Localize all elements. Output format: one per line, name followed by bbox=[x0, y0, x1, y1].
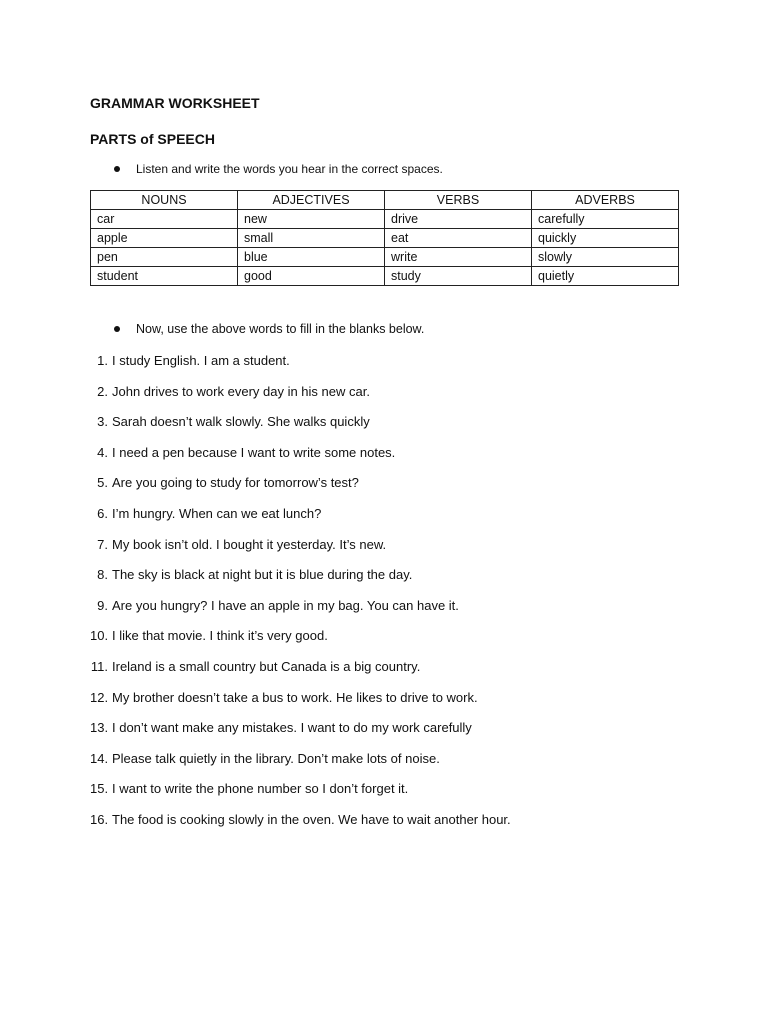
table-cell: eat bbox=[385, 229, 532, 248]
list-item bbox=[90, 444, 511, 475]
sentence-text: I don’t want make any mistakes. I want to do my work carefully bbox=[112, 720, 472, 736]
sentence-text: Are you going to study for tomorrow’s test? bbox=[112, 475, 359, 491]
list-item bbox=[90, 719, 511, 750]
sentence-text: John drives to work every day in his new car. bbox=[112, 383, 370, 399]
sentence-number: 8. bbox=[97, 567, 108, 583]
table-header-row bbox=[91, 191, 679, 210]
bullet-icon bbox=[114, 166, 120, 172]
sentence-text: My brother doesn’t take a bus to work. He likes to drive to work. bbox=[112, 689, 478, 705]
instruction-fill-blanks bbox=[114, 322, 424, 336]
sentence-number: 12. bbox=[90, 689, 109, 705]
sentence-number: 2. bbox=[97, 383, 108, 399]
list-item bbox=[90, 689, 511, 720]
table-cell: carefully bbox=[532, 210, 679, 229]
sentence-number: 15. bbox=[90, 781, 109, 797]
sentence-text: I’m hungry. When can we eat lunch? bbox=[112, 505, 322, 521]
table-cell: drive bbox=[385, 210, 532, 229]
table-cell: student bbox=[91, 267, 238, 286]
sentence-text: My book isn’t old. I bought it yesterday. It’s new. bbox=[112, 536, 387, 552]
header-nouns: NOUNS bbox=[91, 191, 238, 210]
sentence-text: Please talk quietly in the library. Don’t make lots of noise. bbox=[112, 750, 440, 766]
table-cell: small bbox=[238, 229, 385, 248]
instruction-listen bbox=[114, 162, 443, 176]
list-item bbox=[90, 627, 511, 658]
sentence-text: Are you hungry? I have an apple in my bag. You can have it. bbox=[112, 597, 459, 613]
bullet-icon bbox=[114, 326, 120, 332]
parts-of-speech-table bbox=[90, 190, 679, 286]
table-row bbox=[91, 229, 679, 248]
sentence-number: 1. bbox=[97, 353, 108, 368]
list-item bbox=[90, 536, 511, 567]
table-cell: blue bbox=[238, 248, 385, 267]
instruction-fill-blanks-text: Now, use the above words to fill in the blanks below. bbox=[136, 322, 425, 336]
sentence-text: Sarah doesn’t walk slowly. She walks quickly bbox=[112, 414, 370, 430]
table-cell: car bbox=[91, 210, 238, 229]
sentence-number: 11. bbox=[90, 658, 108, 674]
list-item bbox=[90, 474, 511, 505]
sentence-number: 3. bbox=[97, 414, 108, 430]
list-item bbox=[90, 352, 511, 383]
list-item bbox=[90, 566, 511, 597]
worksheet-title: GRAMMAR WORKSHEET bbox=[90, 95, 260, 111]
header-adjectives: ADJECTIVES bbox=[238, 191, 385, 210]
sentence-text: The food is cooking slowly in the oven. We have to wait another hour. bbox=[112, 811, 511, 827]
table-cell: apple bbox=[91, 229, 238, 248]
sentence-text: Ireland is a small country but Canada is a big country. bbox=[112, 658, 421, 674]
sentence-number: 6. bbox=[97, 505, 108, 521]
list-item bbox=[90, 505, 511, 536]
sentence-text: I like that movie. I think it’s very good. bbox=[112, 628, 328, 644]
table-cell: pen bbox=[91, 248, 238, 267]
table-cell: good bbox=[238, 267, 385, 286]
worksheet-subtitle: PARTS of SPEECH bbox=[90, 131, 215, 147]
sentence-text: The sky is black at night but it is blue during the day. bbox=[112, 567, 413, 583]
sentence-number: 14. bbox=[90, 750, 109, 766]
sentence-text: I need a pen because I want to write some notes. bbox=[112, 444, 396, 460]
instruction-listen-text: Listen and write the words you hear in the correct spaces. bbox=[136, 162, 443, 176]
sentence-list bbox=[90, 352, 511, 842]
sentence-number: 7. bbox=[97, 536, 108, 552]
table-cell: quickly bbox=[532, 229, 679, 248]
sentence-number: 9. bbox=[97, 597, 108, 613]
table-row bbox=[91, 267, 679, 286]
sentence-number: 5. bbox=[97, 475, 108, 491]
list-item bbox=[90, 597, 511, 628]
sentence-text: I study English. I am a student. bbox=[112, 353, 290, 368]
table-cell: write bbox=[385, 248, 532, 267]
sentence-number: 4. bbox=[97, 444, 108, 460]
list-item bbox=[90, 811, 511, 842]
table-cell: quietly bbox=[532, 267, 679, 286]
sentence-number: 13. bbox=[90, 720, 109, 736]
list-item bbox=[90, 658, 511, 689]
list-item bbox=[90, 750, 511, 781]
list-item bbox=[90, 780, 511, 811]
sentence-number: 16. bbox=[90, 811, 109, 827]
header-verbs: VERBS bbox=[385, 191, 532, 210]
table-row bbox=[91, 210, 679, 229]
table-cell: new bbox=[238, 210, 385, 229]
table-row bbox=[91, 248, 679, 267]
list-item bbox=[90, 383, 511, 414]
table-cell: study bbox=[385, 267, 532, 286]
sentence-number: 10. bbox=[90, 628, 109, 644]
header-adverbs: ADVERBS bbox=[532, 191, 679, 210]
table-cell: slowly bbox=[532, 248, 679, 267]
list-item bbox=[90, 413, 511, 444]
sentence-text: I want to write the phone number so I don’t forget it. bbox=[112, 781, 409, 797]
